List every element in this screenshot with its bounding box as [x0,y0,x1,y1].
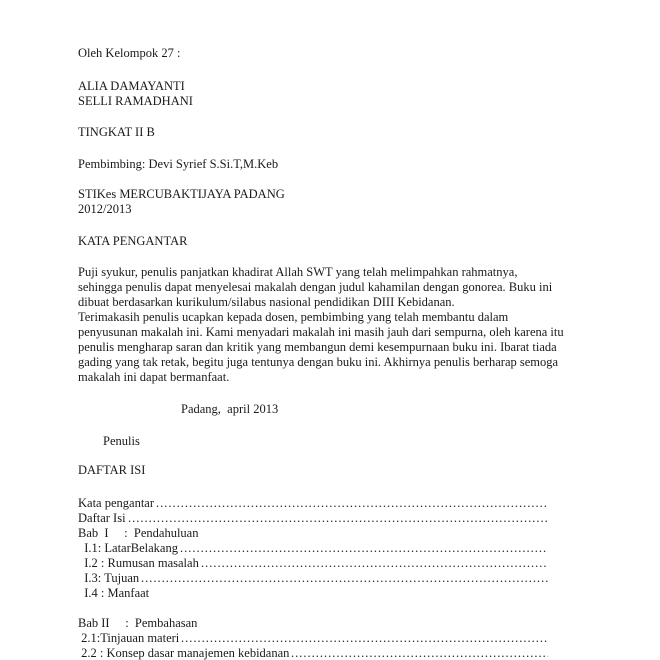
toc-entry [78,496,548,511]
class-level: TINGKAT II B [78,125,155,139]
preface-line: makalah ini dapat bermanfaat. [78,370,230,384]
toc-entry-label: I.3: Tujuan [78,571,140,585]
toc-dot-leader [128,511,548,526]
toc-entry [78,631,548,646]
group-label: Oleh Kelompok 27 : [78,46,181,60]
member-name-2: SELLI RAMADHANI [78,94,193,108]
toc-entry [78,646,548,660]
place-date: Padang, april 2013 [181,402,279,416]
advisor-line: Pembimbing: Devi Syrief S.Si.T,M.Keb [78,157,279,171]
preface-line: gading yang tak retak, begitu juga tentunya dengan buku ini. Akhirnya penulis berharap semoga [78,355,559,369]
toc-entry [78,586,548,601]
preface-line: sehingga penulis dapat menyelesai makalah dengan judul kahamilan dengan gonorea. Buku ini [78,280,553,294]
toc-entry [78,616,548,631]
preface-line: penulis mengharap saran dan kritik yang membangun demi kesempurnaan buku ini. Ibarat tiada [78,340,557,354]
toc-entry-label: Bab II : Pembahasan [78,616,198,630]
toc-entry [78,511,548,526]
toc-entry-label: Bab I : Pendahuluan [78,526,199,540]
toc-dot-leader [291,646,548,660]
toc-entry [78,571,548,586]
toc-entry-label: I.2 : Rumusan masalah [78,556,199,570]
preface-line: Terimakasih penulis ucapkan kepada dosen, pembimbing yang telah membantu dalam [78,310,509,324]
toc-entry-label: 2.1:Tinjauan materi [78,631,180,645]
preface-heading: KATA PENGANTAR [78,234,188,248]
toc-entry [78,541,548,556]
preface-line: dibuat berdasarkan kurikulum/silabus nasional pendidikan DIII Kebidanan. [78,295,455,309]
institution-name: STIKes MERCUBAKTIJAYA PADANG [78,187,285,201]
toc-entry [78,526,548,541]
toc-dot-leader [201,556,548,571]
toc-dot-leader [156,496,548,511]
preface-line: Puji syukur, penulis panjatkan khadirat Allah SWT yang telah melimpahkan rahmatnya, [78,265,518,279]
toc-dot-leader [180,541,548,556]
academic-year: 2012/2013 [78,202,132,216]
toc-dot-leader [181,631,548,646]
toc-dot-leader [141,571,548,586]
toc-entry-label: 2.2 : Konsep dasar manajemen kebidanan [78,646,290,660]
preface-line: penyusunan makalah ini. Kami menyadari makalah ini masih jauh dari sempurna, oleh karena itu [78,325,564,339]
toc-entry-label: Kata pengantar [78,496,155,510]
toc-entry-label: I.4 : Manfaat [78,586,150,600]
signature-label: Penulis [103,434,140,448]
toc-heading: DAFTAR ISI [78,463,146,477]
toc-entry [78,556,548,571]
toc-entry-label: Daftar Isi [78,511,126,525]
toc-entry-label: I.1: LatarBelakang [78,541,178,555]
member-name-1: ALIA DAMAYANTI [78,79,185,93]
